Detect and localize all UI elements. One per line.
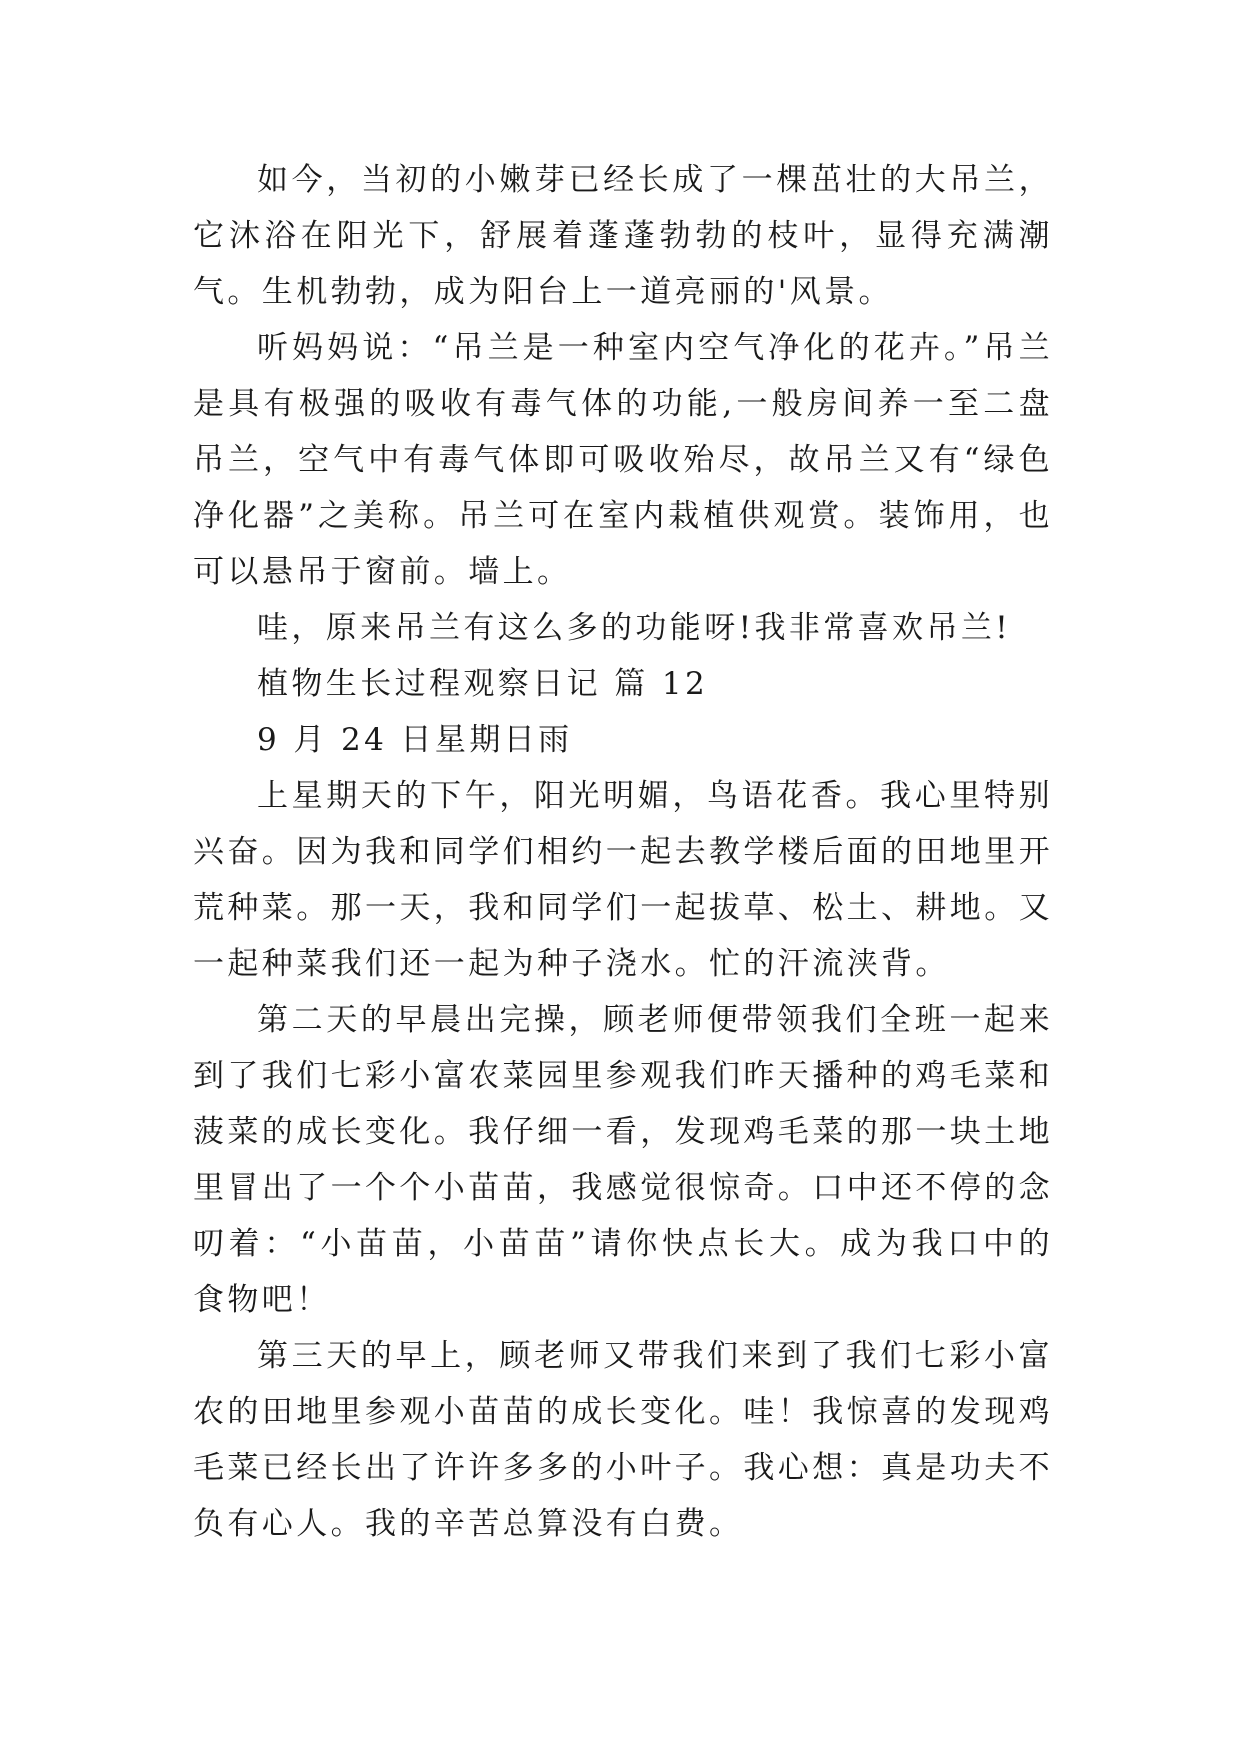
document-body bbox=[193, 152, 1053, 1552]
section-heading: 植物生长过程观察日记 篇 12 bbox=[257, 666, 709, 702]
paragraph-second-day: 第二天的早晨出完操，顾老师便带领我们全班一起来到了我们七彩小富农菜园里参观我们昨天播种的鸡毛菜和菠菜的成长变化。我仔细一看，发现鸡毛菜的那一块土地里冒出了一个个小苗苗，我感觉很惊奇。口中还不停的念叨着：“小苗苗，小苗苗”请你快点长大。成为我口中的食物吧！ bbox=[193, 1002, 1053, 1318]
paragraph-exclamation: 哇，原来吊兰有这么多的功能呀!我非常喜欢吊兰! bbox=[257, 610, 1012, 646]
paragraph-third-day: 第三天的早上，顾老师又带我们来到了我们七彩小富农的田地里参观小苗苗的成长变化。哇！我惊喜的发现鸡毛菜已经长出了许许多多的小叶子。我心想：真是功夫不负有心人。我的辛苦总算没有白费。 bbox=[193, 1338, 1053, 1542]
diary-date: 9 月 24 日星期日雨 bbox=[257, 722, 573, 758]
paragraph-planting-day: 上星期天的下午，阳光明媚，鸟语花香。我心里特别兴奋。因为我和同学们相约一起去教学楼后面的田地里开荒种菜。那一天，我和同学们一起拔草、松土、耕地。又一起种菜我们还一起为种子浇水。忙的汗流浃背。 bbox=[193, 778, 1053, 982]
paragraph-spider-plant-growth: 如今，当初的小嫩芽已经长成了一棵茁壮的大吊兰，它沐浴在阳光下，舒展着蓬蓬勃勃的枝叶，显得充满潮气。生机勃勃，成为阳台上一道亮丽的'风景。 bbox=[193, 162, 1053, 310]
paragraph-spider-plant-function: 听妈妈说：“吊兰是一种室内空气净化的花卉。”吊兰是具有极强的吸收有毒气体的功能,一般房间养一至二盘吊兰，空气中有毒气体即可吸收殆尽，故吊兰又有“绿色净化器”之美称。吊兰可在室内栽植供观赏。装饰用，也可以悬吊于窗前。墙上。 bbox=[193, 330, 1053, 590]
